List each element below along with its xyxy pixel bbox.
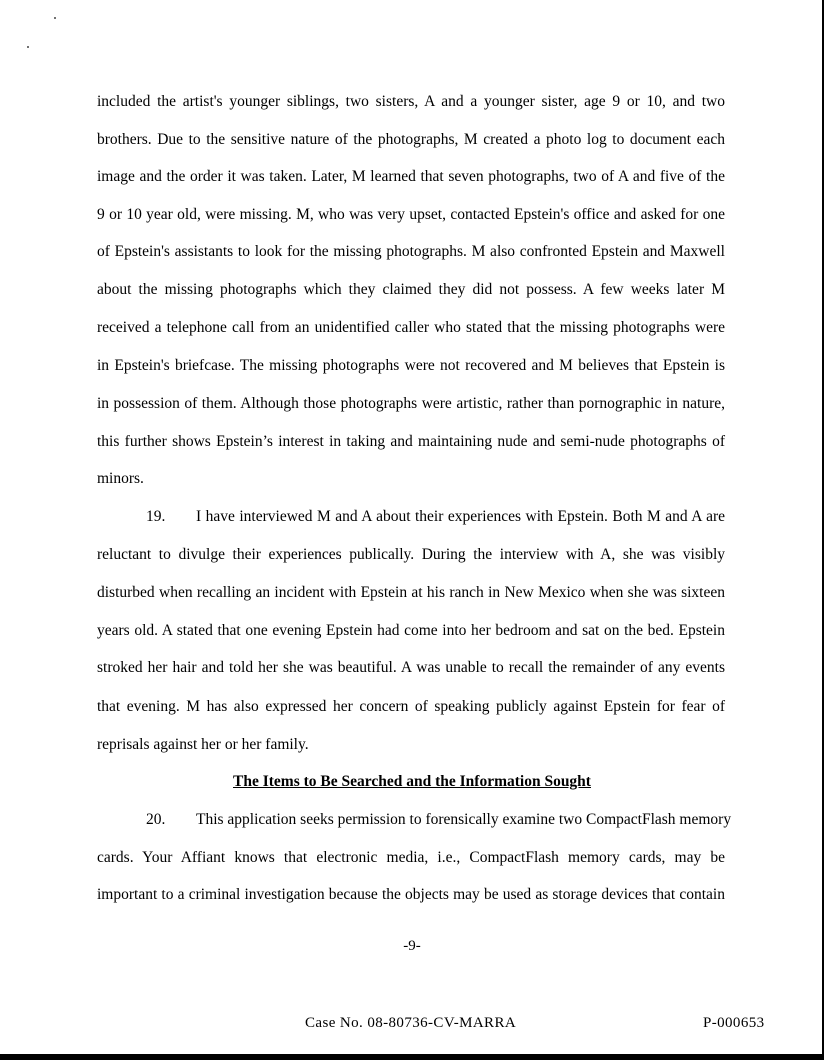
text-line: cards. Your Affiant knows that electronic media, i.e., CompactFlash memory cards, may be — [97, 849, 725, 866]
text-line: in Epstein's briefcase. The missing photographs were not recovered and M believes that Epstein is — [97, 357, 725, 374]
text-line: about the missing photographs which they claimed they did not possess. A few weeks later M — [97, 281, 725, 298]
text-line: minors. — [97, 470, 144, 487]
text-line: reprisals against her or her family. — [97, 736, 309, 753]
text-line: 9 or 10 year old, were missing. M, who was very upset, contacted Epstein's office and asked for one — [97, 206, 725, 223]
text-line: in possession of them. Although those photographs were artistic, rather than pornographic in nature, — [97, 395, 725, 412]
text-line: this further shows Epstein’s interest in taking and maintaining nude and semi-nude photographs of — [97, 433, 725, 450]
section-heading: The Items to Be Searched and the Information Sought — [233, 773, 591, 790]
page-number: -9- — [403, 938, 421, 954]
text-line: reluctant to divulge their experiences publically. During the interview with A, she was visibly — [97, 546, 725, 563]
paragraph-first-line — [146, 810, 732, 830]
text-line: disturbed when recalling an incident with Epstein at his ranch in New Mexico when she was sixteen — [97, 584, 725, 601]
text-line: important to a criminal investigation because the objects may be used as storage devices that contain — [97, 886, 725, 903]
text-line: I have interviewed M and A about their experiences with Epstein. Both M and A are — [196, 508, 725, 525]
case-number: Case No. 08-80736-CV-MARRA — [305, 1015, 517, 1031]
scan-speck — [27, 46, 29, 48]
text-line: This application seeks permission to forensically examine two CompactFlash memory — [196, 811, 732, 828]
text-line: of Epstein's assistants to look for the missing photographs. M also confronted Epstein and Maxwell — [97, 243, 725, 260]
text-line: brothers. Due to the sensitive nature of the photographs, M created a photo log to document each — [97, 131, 725, 148]
bates-number: P-000653 — [703, 1015, 765, 1031]
text-line: image and the order it was taken. Later, M learned that seven photographs, two of A and five of the — [97, 168, 725, 185]
paragraph-number: 20. — [146, 811, 166, 828]
text-line: received a telephone call from an unidentified caller who stated that the missing photographs were — [97, 319, 725, 336]
text-line: years old. A stated that one evening Epstein had come into her bedroom and sat on the bed. Epstein — [97, 622, 725, 639]
text-line: included the artist's younger siblings, two sisters, A and a younger sister, age 9 or 10, and two — [97, 93, 725, 110]
paragraph-first-line — [146, 507, 725, 527]
text-line: stroked her hair and told her she was beautiful. A was unable to recall the remainder of any events — [97, 659, 725, 676]
text-line: that evening. M has also expressed her concern of speaking publicly against Epstein for fear of — [97, 698, 725, 715]
scan-border-bottom — [0, 1054, 824, 1060]
paragraph-number: 19. — [146, 508, 166, 525]
scan-speck — [54, 17, 56, 19]
